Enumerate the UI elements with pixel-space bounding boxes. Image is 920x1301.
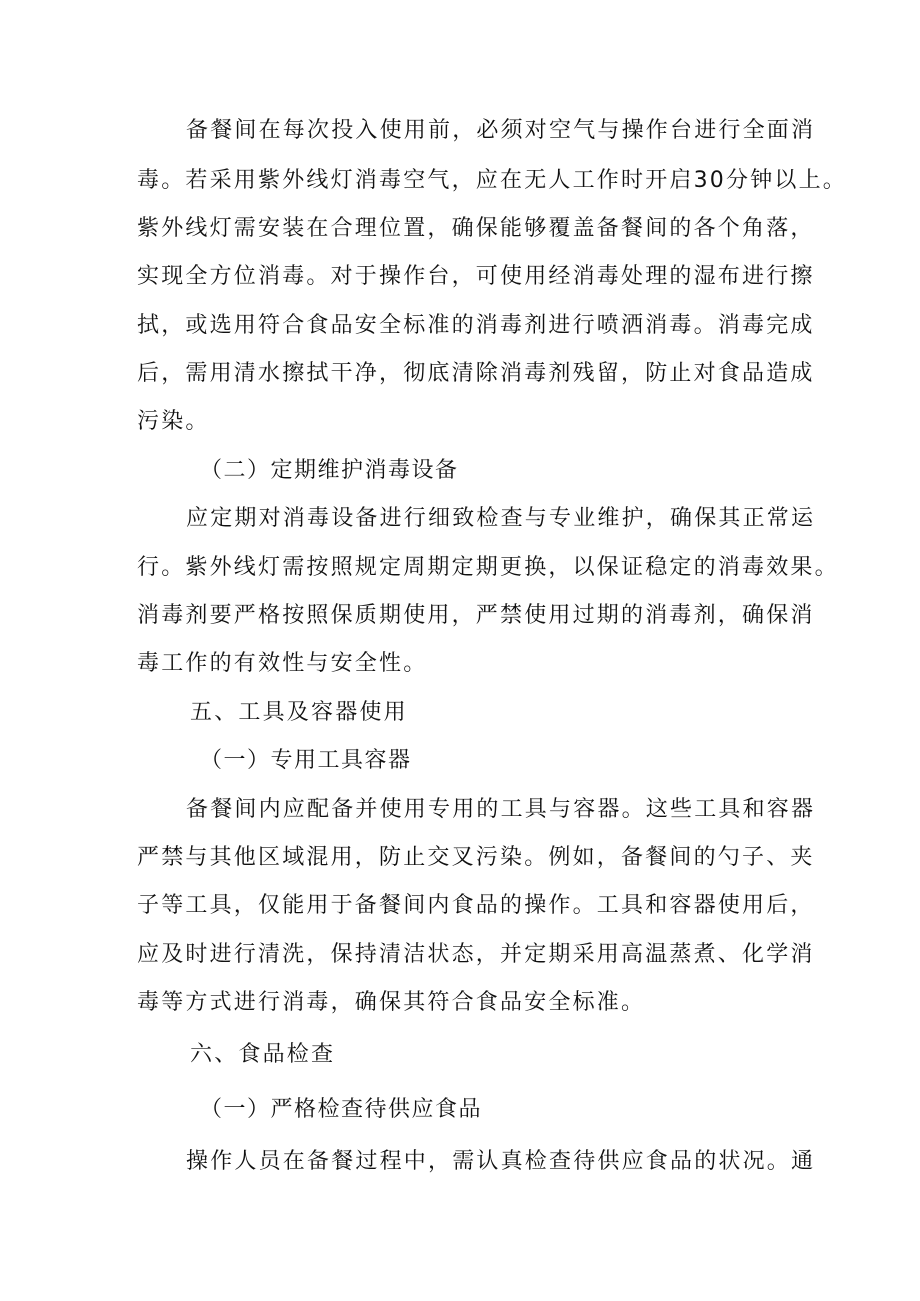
chapter-heading: 五、工具及容器使用 bbox=[190, 700, 408, 725]
paragraph-line: 严禁与其他区域混用，防止交叉污染。例如，备餐间的勺子、夹 bbox=[137, 845, 815, 870]
paragraph-line: 紫外线灯需安装在合理位置，确保能够覆盖备餐间的各个角落， bbox=[137, 216, 815, 241]
paragraph-line: 子等工具，仅能用于备餐间内食品的操作。工具和容器使用后， bbox=[137, 893, 815, 918]
paragraph-line: 毒工作的有效性与安全性。 bbox=[137, 651, 428, 676]
paragraph-line: 备餐间在每次投入使用前，必须对空气与操作台进行全面消 bbox=[186, 118, 816, 143]
paragraph-line: 实现全方位消毒。对于操作台，可使用经消毒处理的湿布进行擦 bbox=[137, 264, 815, 289]
paragraph-line: 备餐间内应配备并使用专用的工具与容器。这些工具和容器 bbox=[186, 797, 816, 822]
paragraph-line: 拭，或选用符合食品安全标准的消毒剂进行喷洒消毒。消毒完成 bbox=[137, 313, 815, 338]
paragraph-line: 后，需用清水擦拭干净，彻底清除消毒剂残留，防止对食品造成 bbox=[137, 361, 815, 386]
paragraph-line: 毒等方式进行消毒，确保其符合食品安全标准。 bbox=[137, 990, 646, 1015]
paragraph-line: 行。紫外线灯需按照规定周期定期更换，以保证稳定的消毒效果。 bbox=[137, 555, 839, 580]
chapter-heading: 六、食品检查 bbox=[190, 1042, 336, 1067]
section-heading: （一）严格检查待供应食品 bbox=[200, 1097, 483, 1122]
paragraph-line: 消毒剂要严格按照保质期使用，严禁使用过期的消毒剂，确保消 bbox=[137, 603, 815, 628]
paragraph-line: 操作人员在备餐过程中，需认真检查待供应食品的状况。通 bbox=[186, 1149, 816, 1174]
section-heading: （二）定期维护消毒设备 bbox=[200, 458, 459, 483]
section-heading: （一）专用工具容器 bbox=[200, 748, 412, 773]
paragraph-line: 毒。若采用紫外线灯消毒空气，应在无人工作时开启30分钟以上。 bbox=[137, 168, 847, 193]
paragraph-line: 污染。 bbox=[137, 409, 210, 434]
paragraph-line: 应及时进行清洗，保持清洁状态，并定期采用高温蒸煮、化学消 bbox=[137, 942, 815, 967]
paragraph-line: 应定期对消毒设备进行细致检查与专业维护，确保其正常运 bbox=[186, 506, 816, 531]
